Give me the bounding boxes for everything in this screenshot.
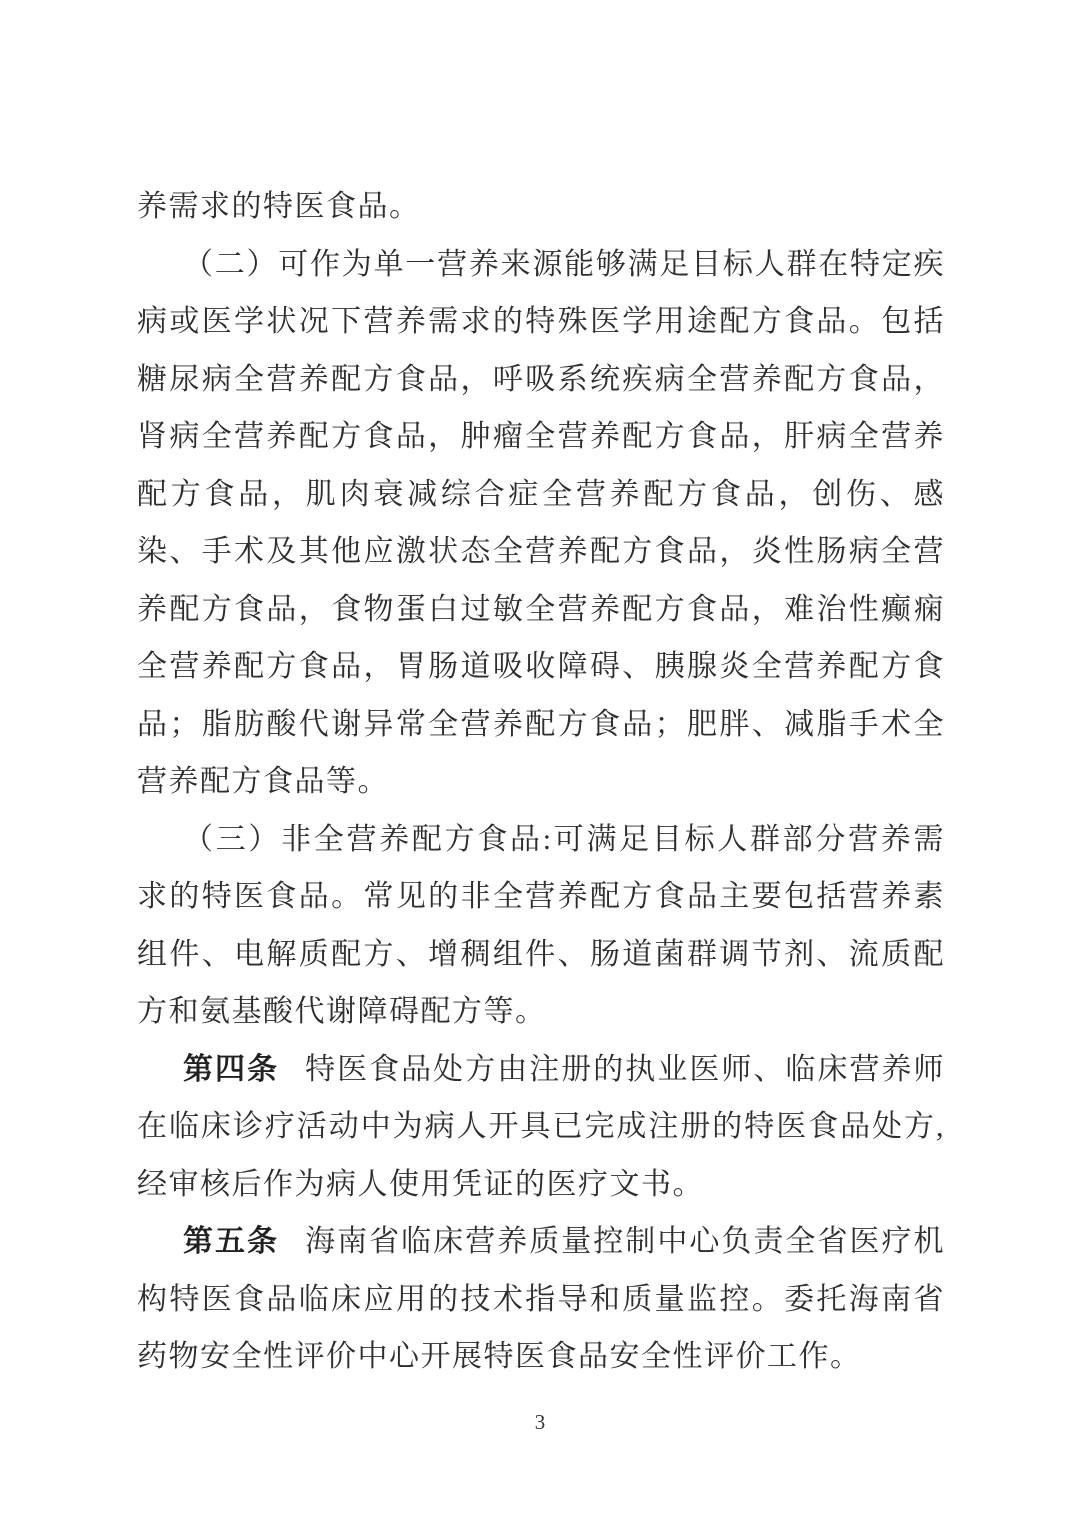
paragraph-text: 特医食品处方由注册的执业医师、临床营养师在临床诊疗活动中为病人开具已完成注册的特医食品处方,经审核后作为病人使用凭证的医疗文书。	[137, 1052, 946, 1201]
paragraph-text: （二）可作为单一营养来源能够满足目标人群在特定疾病或医学状况下营养需求的特殊医学用途配方食品。包括糖尿病全营养配方食品，呼吸系统疾病全营养配方食品，肾病全营养配方食品，肿瘤全营养配方食品，肝病全营养配方食品，肌肉衰减综合症全营养配方食品，创伤、感染、手术及其他应激状态全营养配方食品，炎性肠病全营养配方食品，食物蛋白过敏全营养配方食品，难治性癫痫全营养配方食品，胃肠道吸收障碍、胰腺炎全营养配方食品；脂肪酸代谢异常全营养配方食品；肥胖、减脂手术全营养配方食品等。	[137, 247, 945, 798]
document-body	[137, 178, 945, 1386]
paragraph-continuation	[137, 178, 945, 236]
article-number-label: 第四条	[183, 1052, 280, 1086]
paragraph-item-3	[137, 811, 945, 1041]
paragraph-item-2	[137, 236, 945, 811]
paragraph-text: 养需求的特医食品。	[137, 190, 421, 223]
paragraph-article-5	[137, 1213, 945, 1386]
article-number-label: 第五条	[183, 1225, 280, 1258]
paragraph-text: 海南省临床营养质量控制中心负责全省医疗机构特医食品临床应用的技术指导和质量监控。委托海南省药物安全性评价中心开展特医食品安全性评价工作。	[137, 1225, 946, 1373]
page-number: 3	[534, 1410, 546, 1434]
paragraph-article-4	[137, 1041, 945, 1214]
paragraph-text: （三）非全营养配方食品:可满足目标人群部分营养需求的特医食品。常见的非全营养配方食品主要包括营养素组件、电解质配方、增稠组件、肠道菌群调节剂、流质配方和氨基酸代谢障碍配方等。	[137, 822, 945, 1028]
